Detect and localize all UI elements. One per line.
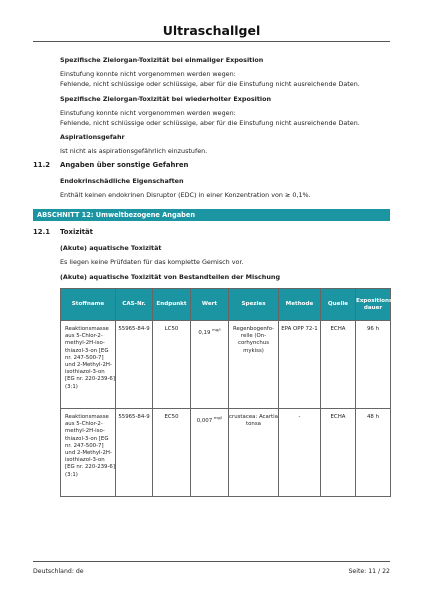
- section-12-1-number: 12.1: [33, 228, 51, 236]
- wert-number: 0,19: [198, 329, 211, 336]
- wert-number: 0,007: [196, 417, 213, 424]
- cell-cas: 55965-84-9: [116, 409, 153, 497]
- acute-toxicity-text: Es liegen keine Prüfdaten für das komplette Gemisch vor.: [60, 258, 244, 266]
- cell-methode: EPA OPP 72-1: [279, 321, 321, 409]
- stot-single-heading: Spezifische Zielorgan-Toxizität bei einmaliger Exposition: [60, 56, 264, 64]
- footer-page-number: Seite: 11 / 22: [348, 568, 390, 575]
- stot-single-line2: Fehlende, nicht schlüssige oder schlüssige, aber für die Einstufung nicht ausreichende Daten.: [60, 80, 360, 88]
- section-11-2-title: Angaben über sonstige Gefahren: [60, 161, 189, 169]
- cell-dauer: 96 h: [356, 321, 391, 409]
- cell-wert: [191, 409, 229, 497]
- col-header-endpunkt: Endpunkt: [153, 289, 191, 321]
- col-header-spezies: Spezies: [229, 289, 279, 321]
- cell-spezies: crustacea: Acartia tonsa: [229, 409, 279, 497]
- aspiration-text: Ist nicht als aspirationsgefährlich einzustufen.: [60, 147, 208, 155]
- footer-country: Deutschland: de: [33, 568, 84, 575]
- endocrine-text: Enthält keinen endokrinen Disruptor (EDC) in einer Konzentration von ≥ 0,1%.: [60, 191, 311, 199]
- aspiration-heading: Aspirationsgefahr: [60, 133, 125, 141]
- wert-unit: mg/l: [213, 415, 223, 420]
- section-12-banner: ABSCHNITT 12: Umweltbezogene Angaben: [33, 209, 390, 221]
- cell-quelle: ECHA: [321, 409, 356, 497]
- cell-endpunkt: EC50: [153, 409, 191, 497]
- acute-toxicity-heading: (Akute) aquatische Toxizität: [60, 244, 162, 252]
- table-header-row: [61, 289, 391, 321]
- col-header-dauer: Expositions-dauer: [356, 289, 391, 321]
- stot-repeated-line1: Einstufung konnte nicht vorgenommen werden wegen:: [60, 109, 236, 117]
- section-12-1-title: Toxizität: [60, 228, 93, 236]
- cell-dauer: 48 h: [356, 409, 391, 497]
- cell-wert: [191, 321, 229, 409]
- aquatic-toxicity-table: [60, 288, 395, 497]
- col-header-wert: Wert: [191, 289, 229, 321]
- cell-endpunkt: LC50: [153, 321, 191, 409]
- col-header-quelle: Quelle: [321, 289, 356, 321]
- footer-divider: [33, 561, 390, 562]
- stot-single-line1: Einstufung konnte nicht vorgenommen werden wegen:: [60, 70, 236, 78]
- col-header-stoffname: Stoffname: [61, 289, 116, 321]
- page-title: Ultraschallgel: [162, 23, 261, 38]
- stot-repeated-line2: Fehlende, nicht schlüssige oder schlüssige, aber für die Einstufung nicht ausreichende Daten.: [60, 119, 360, 127]
- cell-stoffname: Reaktionsmasse aus 5-Chlor-2-methyl-2H-iso-thiazol-3-on [EG nr. 247-500-7] und 2-Methyl-2H-isothiazol-3-on [EG nr. 220-239-6] (3:1): [61, 409, 116, 497]
- cell-spezies: Regenbogenfo-relle (On-corhynchus mykiss): [229, 321, 279, 409]
- cell-quelle: ECHA: [321, 321, 356, 409]
- stot-repeated-heading: Spezifische Zielorgan-Toxizität bei wiederholter Exposition: [60, 95, 272, 103]
- wert-unit: mg/l: [212, 327, 221, 332]
- table-row: [61, 409, 391, 497]
- cell-stoffname: Reaktionsmasse aus 5-Chlor-2-methyl-2H-iso-thiazol-3-on [EG nr. 247-500-7] und 2-Methyl-2H-isothiazol-3-on [EG nr. 220-239-6] (3:1): [61, 321, 116, 409]
- cell-methode: -: [279, 409, 321, 497]
- section-11-2-number: 11.2: [33, 161, 51, 169]
- cell-cas: 55965-84-9: [116, 321, 153, 409]
- header-divider: [33, 41, 390, 42]
- table-row: [61, 321, 391, 409]
- col-header-methode: Methode: [279, 289, 321, 321]
- endocrine-heading: Endokrinschädliche Eigenschaften: [60, 177, 184, 185]
- col-header-cas: CAS-Nr.: [116, 289, 153, 321]
- components-toxicity-heading: (Akute) aquatische Toxizität von Bestandteilen der Mischung: [60, 273, 281, 281]
